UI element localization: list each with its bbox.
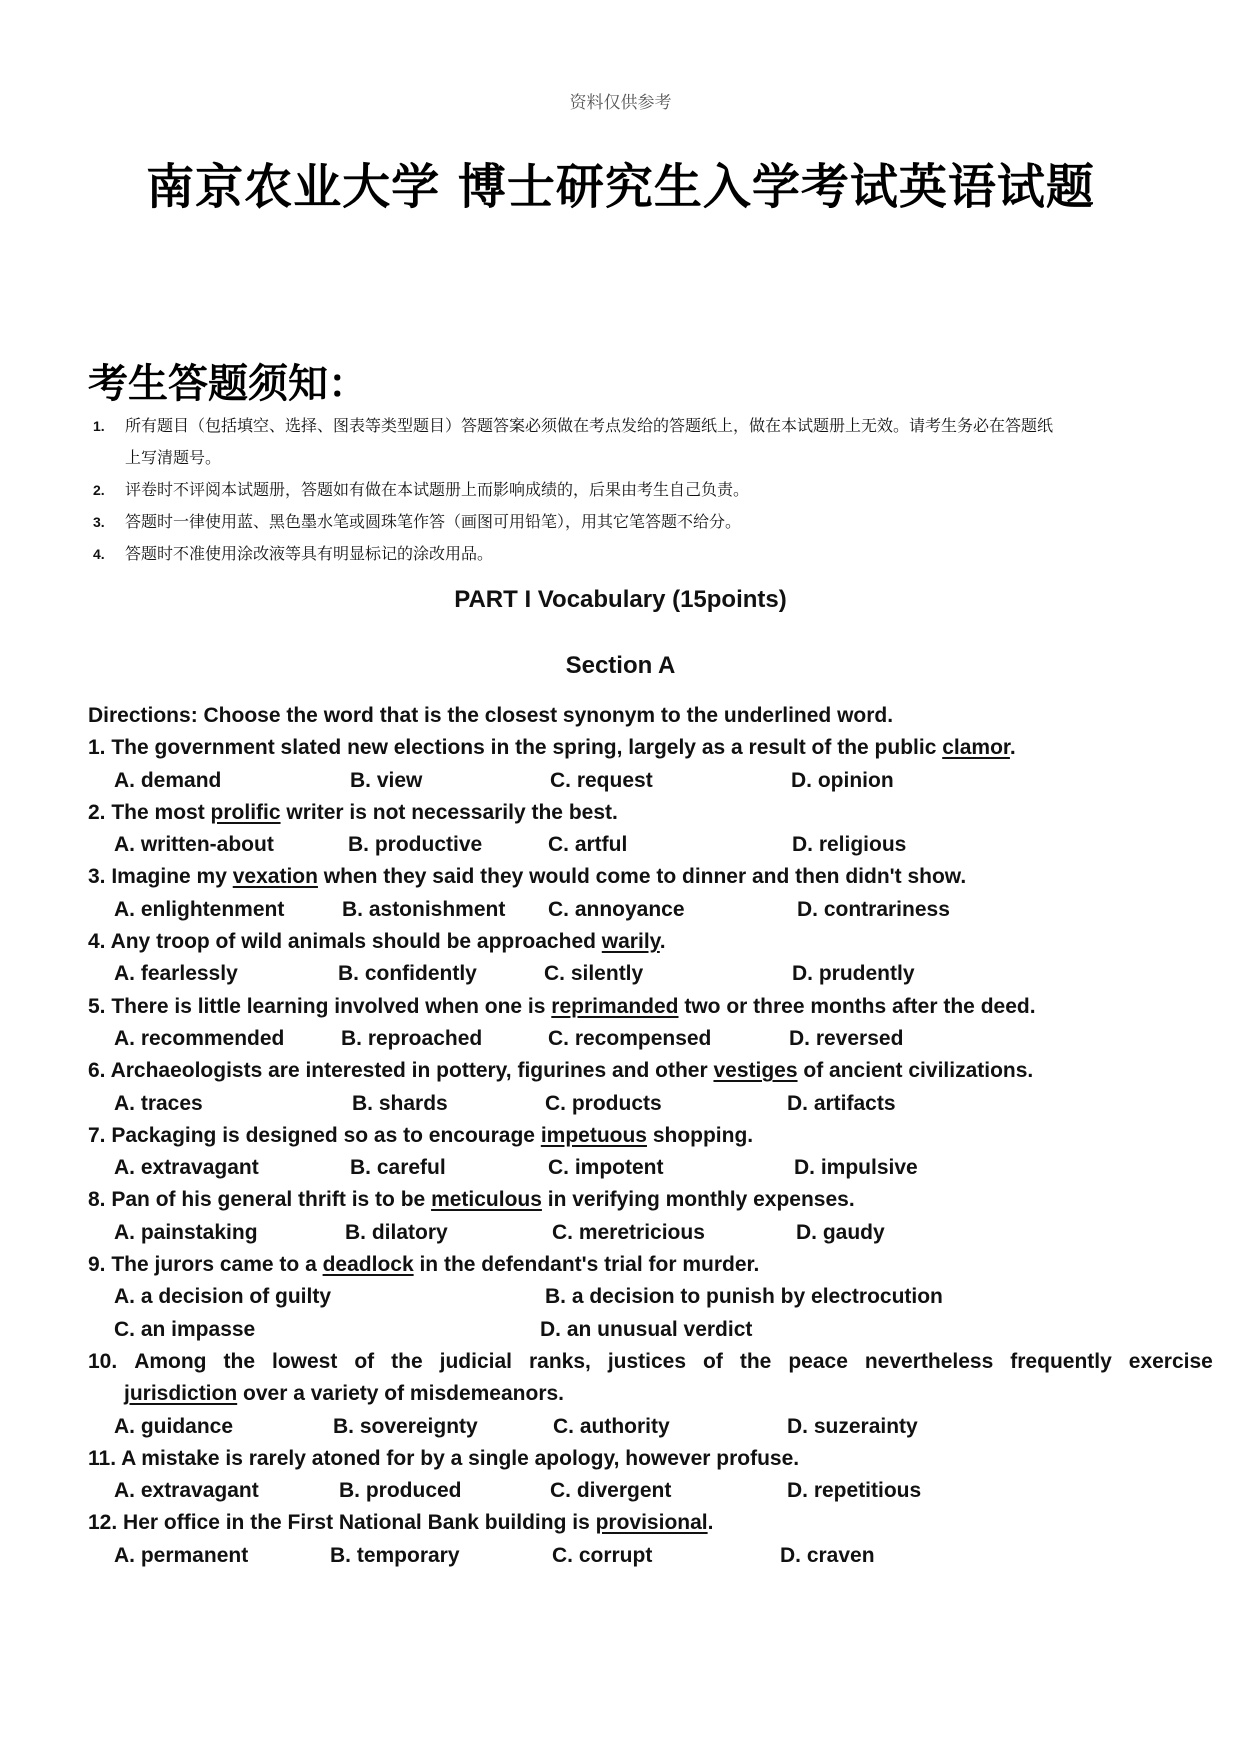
option-c: C. artful xyxy=(548,833,628,857)
option-a: A. extravagant xyxy=(114,1156,259,1180)
stem-text-end: when they said they would come to dinner and then didn't show. xyxy=(317,865,967,889)
option-b: B. produced xyxy=(339,1479,462,1503)
option-b: B. view xyxy=(350,768,423,792)
stem-word: ranks, xyxy=(528,1349,591,1373)
notice-item xyxy=(88,538,1213,570)
option-c: C. an impasse xyxy=(114,1317,256,1341)
option-a: A. painstaking xyxy=(114,1220,258,1244)
question-stem xyxy=(88,1055,1213,1087)
option-a: A. extravagant xyxy=(114,1479,259,1503)
stem-word: of xyxy=(354,1349,375,1373)
stem-word: the xyxy=(739,1349,772,1373)
option-b: B. dilatory xyxy=(345,1220,448,1244)
stem-word: 10. xyxy=(88,1349,118,1373)
option-c: C. corrupt xyxy=(552,1543,653,1567)
option-d: D. religious xyxy=(792,833,907,857)
stem-text: 2. The most xyxy=(88,800,211,824)
option-c: C. meretricious xyxy=(552,1220,705,1244)
question-stem xyxy=(88,1443,1213,1475)
option-a: A. traces xyxy=(114,1091,203,1115)
notice-item-text: 所有题目（包括填空、选择、图表等类型题目）答题答案必须做在考点发给的答题纸上，做在本试题册上无效。请考生务必在答题纸 xyxy=(125,416,1054,435)
option-a: A. a decision of guilty xyxy=(114,1285,332,1309)
option-row xyxy=(88,1023,1213,1055)
option-row xyxy=(88,1411,1213,1443)
option-row xyxy=(88,894,1213,926)
stem-text-end: in the defendant's trial for murder. xyxy=(413,1253,760,1277)
underlined-word: vexation xyxy=(232,865,318,889)
option-b: B. sovereignty xyxy=(333,1414,478,1438)
notice-item-text: 评卷时不评阅本试题册，答题如有做在本试题册上而影响成绩的，后果由考生自己负责。 xyxy=(125,480,750,499)
option-c: C. authority xyxy=(553,1414,670,1438)
question-stem xyxy=(88,861,1213,893)
stem-text-end: shopping. xyxy=(646,1123,754,1147)
stem-text: 3. Imagine my xyxy=(88,865,233,889)
stem-text-end: . xyxy=(659,930,666,954)
stem-text: 6. Archaeologists are interested in pottery, figurines and other xyxy=(88,1059,714,1083)
stem-text: 5. There is little learning involved when one is xyxy=(88,994,552,1018)
option-row xyxy=(88,829,1213,861)
notice-item xyxy=(88,506,1213,538)
page-title: 南京农业大学 博士研究生入学考试英语试题 xyxy=(146,159,1095,215)
option-b: B. shards xyxy=(352,1091,448,1115)
option-a: A. guidance xyxy=(114,1414,234,1438)
stem-text-end: . xyxy=(1009,736,1016,760)
underlined-word: impetuous xyxy=(540,1123,647,1147)
underlined-word: deadlock xyxy=(322,1253,414,1277)
stem-text: 1. The government slated new elections in the spring, largely as a result of the public xyxy=(88,736,943,760)
underlined-word: meticulous xyxy=(431,1188,542,1212)
option-b: B. confidently xyxy=(338,962,477,986)
option-c: C. silently xyxy=(544,962,644,986)
stem-word: the xyxy=(223,1349,255,1373)
stem-word: judicial xyxy=(439,1349,512,1373)
underlined-word: clamor xyxy=(942,736,1010,760)
option-a: A. written-about xyxy=(114,833,274,857)
option-d: D. gaudy xyxy=(796,1220,885,1244)
stem-word: the xyxy=(391,1349,423,1373)
question-stem xyxy=(88,732,1213,764)
stem-text: 7. Packaging is designed so as to encourage xyxy=(88,1123,541,1147)
option-row xyxy=(88,1217,1213,1249)
option-d: D. contrariness xyxy=(797,897,950,921)
stem-text: 8. Pan of his general thrift is to be xyxy=(88,1188,432,1212)
option-row xyxy=(88,1314,1213,1346)
option-a: A. fearlessly xyxy=(114,962,238,986)
stem-word: lowest xyxy=(271,1349,338,1373)
option-c: C. request xyxy=(550,768,653,792)
watermark-text: 资料仅供参考 xyxy=(569,93,672,113)
notice-item xyxy=(88,474,1213,506)
notice-item-text: 答题时一律使用蓝、黑色墨水笔或圆珠笔作答（画图可用铅笔），用其它笔答题不给分。 xyxy=(125,512,742,531)
option-d: D. reversed xyxy=(789,1026,904,1050)
option-b: B. productive xyxy=(348,833,483,857)
stem-word: frequently xyxy=(1010,1349,1112,1373)
option-b: B. temporary xyxy=(330,1543,460,1567)
option-d: D. repetitious xyxy=(787,1479,922,1503)
option-row xyxy=(88,765,1213,797)
option-a: A. enlightenment xyxy=(114,897,285,921)
stem-text: 9. The jurors came to a xyxy=(88,1253,323,1277)
question-stem xyxy=(88,1507,1213,1539)
stem-word: peace xyxy=(788,1349,848,1373)
stem-text-end: two or three months after the deed. xyxy=(678,994,1036,1018)
question-stem xyxy=(88,797,1213,829)
stem-word: of xyxy=(703,1349,723,1373)
stem-text-end: writer is not necessarily the best. xyxy=(280,800,618,824)
section-heading: Section A xyxy=(565,652,676,679)
notice-item xyxy=(88,410,1213,474)
question-stem xyxy=(88,1184,1213,1216)
option-b: B. astonishment xyxy=(342,897,506,921)
stem-word: nevertheless xyxy=(864,1349,994,1373)
question-list xyxy=(88,700,1213,1572)
part-heading: PART I Vocabulary (15points) xyxy=(454,586,787,613)
option-d: D. prudently xyxy=(792,962,915,986)
stem-word: exercise xyxy=(1128,1349,1213,1373)
option-d: D. an unusual verdict xyxy=(540,1317,753,1341)
option-c: C. products xyxy=(545,1091,662,1115)
option-c: C. divergent xyxy=(550,1479,672,1503)
notice-item-number: 2. xyxy=(93,482,105,498)
stem-text-end: of ancient civilizations. xyxy=(797,1059,1034,1083)
option-a: A. permanent xyxy=(114,1543,249,1567)
option-a: A. recommended xyxy=(114,1026,285,1050)
option-d: D. impulsive xyxy=(794,1156,918,1180)
stem-text-end: in verifying monthly expenses. xyxy=(541,1188,855,1212)
underlined-word: prolific xyxy=(210,800,281,824)
stem-text: 11. A mistake is rarely atoned for by a single apology, however profuse. xyxy=(88,1446,800,1470)
question-stem xyxy=(88,991,1213,1023)
question-stem-continued xyxy=(88,1378,1213,1410)
underlined-word: reprimanded xyxy=(551,994,679,1018)
option-row xyxy=(88,1540,1213,1572)
option-d: D. suzerainty xyxy=(787,1414,918,1438)
notice-item-text: 答题时不准使用涂改液等具有明显标记的涂改用品。 xyxy=(125,544,494,563)
option-c: C. annoyance xyxy=(548,897,685,921)
question-stem xyxy=(88,1120,1213,1152)
question-stem xyxy=(88,1249,1213,1281)
directions-text: Directions: Choose the word that is the closest synonym to the underlined word. xyxy=(88,704,894,727)
question-stem xyxy=(88,1346,1213,1378)
option-a: A. demand xyxy=(114,768,222,792)
option-b: B. careful xyxy=(350,1156,446,1180)
underlined-word: warily xyxy=(601,930,660,954)
notice-heading: 考生答题须知： xyxy=(88,360,368,407)
stem-word: Among xyxy=(134,1349,207,1373)
stem-word: justices xyxy=(607,1349,687,1373)
notice-item-number: 4. xyxy=(93,546,105,562)
notice-list xyxy=(88,410,1213,570)
stem-text: 12. Her office in the First National Bank building is xyxy=(88,1511,596,1535)
option-d: D. craven xyxy=(780,1543,875,1567)
question-stem xyxy=(88,926,1213,958)
option-b: B. a decision to punish by electrocution xyxy=(545,1285,943,1309)
stem-text: 4. Any troop of wild animals should be approached xyxy=(88,930,602,954)
option-c: C. recompensed xyxy=(548,1026,712,1050)
option-row xyxy=(88,1088,1213,1120)
stem-text-end: . xyxy=(707,1511,714,1535)
option-row xyxy=(88,958,1213,990)
underlined-word: jurisdiction xyxy=(124,1382,238,1406)
stem-text-end: over a variety of misdemeanors. xyxy=(237,1382,564,1406)
notice-item-number: 1. xyxy=(93,418,105,434)
option-row xyxy=(88,1475,1213,1507)
option-d: D. opinion xyxy=(791,768,894,792)
option-b: B. reproached xyxy=(341,1026,483,1050)
notice-item-number: 3. xyxy=(93,514,105,530)
underlined-word: provisional xyxy=(595,1511,708,1535)
underlined-word: vestiges xyxy=(713,1059,798,1083)
option-c: C. impotent xyxy=(548,1156,664,1180)
option-d: D. artifacts xyxy=(787,1091,896,1115)
option-row xyxy=(88,1281,1213,1313)
option-row xyxy=(88,1152,1213,1184)
notice-item-text-continued: 上写清题号。 xyxy=(125,448,222,467)
